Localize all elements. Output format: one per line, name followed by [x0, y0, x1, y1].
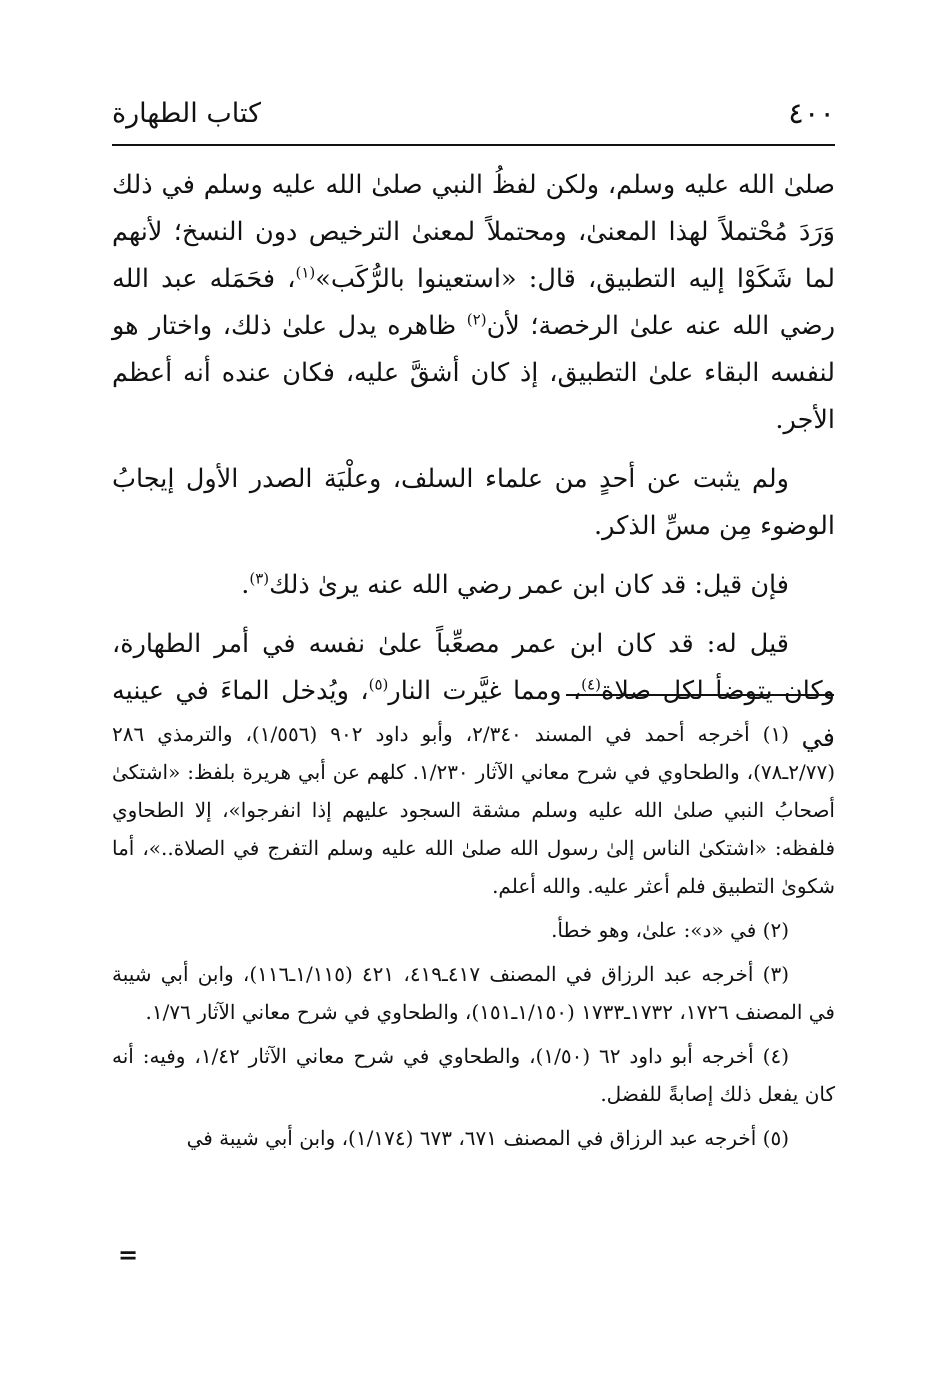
footnote-separator	[566, 694, 834, 696]
footnote-ref-2: (٢)	[466, 310, 487, 329]
footnote-3: (٣) أخرجه عبد الرزاق في المصنف ٤١٧ـ٤١٩، ٤٢١ (١/١١٥ـ١١٦)، وابن أبي شيبة في المصنف ١٧٢٦، ١٧٣٢ـ١٧٣٣ (١/١٥٠ـ١٥١)، والطحاوي في شرح معاني الآثار ١/٧٦.	[112, 962, 835, 1024]
paragraph-2: ولم يثبت عن أحدٍ من علماء السلف، وعلْيَة الصدر الأول إيجابُ الوضوء مِن مسِّ الذكر.	[112, 464, 835, 541]
paragraph-3-part-2: .	[241, 570, 250, 600]
footnote-4: (٤) أخرجه أبو داود ٦٢ (١/٥٠)، والطحاوي في شرح معاني الآثار ١/٤٢، وفيه: أنه كان يفعل ذلك إصابةً للفضل.	[112, 1044, 835, 1106]
footnote-2: (٢) في «د»: علىٰ، وهو خطأ.	[551, 918, 789, 942]
main-text	[112, 162, 835, 774]
footnote-ref-3: (٣)	[249, 569, 270, 588]
footnote-ref-1: (١)	[295, 263, 316, 282]
paragraph-1-part-3: ظاهره يدل علىٰ ذلك، واختار هو لنفسه البقاء علىٰ التطبيق، إذ كان أشقَّ عليه، فكان عنده أنه أعظم الأجر.	[112, 311, 835, 435]
paragraph-3	[112, 562, 835, 609]
footnote-ref-4: (٤)	[581, 675, 601, 694]
footnote-5: (٥) أخرجه عبد الرزاق في المصنف ٦٧١، ٦٧٣ (١/١٧٤)، وابن أبي شيبة في	[186, 1126, 789, 1150]
running-title: كتاب الطهارة	[112, 98, 261, 129]
paragraph-4-part-2: ، ومما غيَّرت النار	[388, 676, 582, 706]
paragraph-1-part-1: صلىٰ الله عليه وسلم، ولكن لفظُ النبي صلىٰ الله عليه وسلم في ذلك وَرَدَ مُحْتملاً لهذا المعنىٰ، ومحتملاً لمعنىٰ الترخيص دون النسخ؛ لأنهم لما شَكَوْا إليه التطبيق، قال: «استعينوا بالرُّكَب»	[112, 170, 835, 294]
paragraph-4-part-3: ، ويُدخل الماءَ في عينيه في	[112, 676, 835, 753]
footnote-ref-5: (٥)	[368, 675, 389, 694]
page-header	[112, 88, 835, 146]
paragraph-1-part-2: ، فحَمَله عبد الله رضي الله عنه علىٰ الرخصة؛ لأن	[112, 264, 836, 341]
paragraph-1	[112, 162, 835, 444]
page-number: ٤٠٠	[788, 96, 835, 130]
footnote-1: (١) أخرجه أحمد في المسند ٢/٣٤٠، وأبو داود ٩٠٢ (١/٥٥٦)، والترمذي ٢٨٦ (٢/٧٧ـ٧٨)، والطحاوي في شرح معاني الآثار ١/٢٣٠. كلهم عن أبي هريرة بلفظ: «اشتكىٰ أصحابُ النبي صلىٰ الله عليه وسلم مشقة السجود عليهم إذا انفرجوا»، إلا الطحاوي فلفظه: «اشتكىٰ الناس إلىٰ رسول الله صلىٰ الله عليه وسلم التفرج في الصلاة..»، أما شكوىٰ التطبيق فلم أعثر عليه. والله أعلم.	[112, 722, 835, 898]
paragraph-4-part-1: قيل له: قد كان ابن عمر مصعِّباً علىٰ نفسه في أمر الطهارة، وكان يتوضأ لكل صلاة	[112, 629, 835, 706]
continuation-mark: =	[118, 1240, 139, 1269]
footnotes	[112, 715, 835, 1163]
paragraph-3-part-1: فإن قيل: قد كان ابن عمر رضي الله عنه يرىٰ ذلك	[269, 570, 789, 600]
